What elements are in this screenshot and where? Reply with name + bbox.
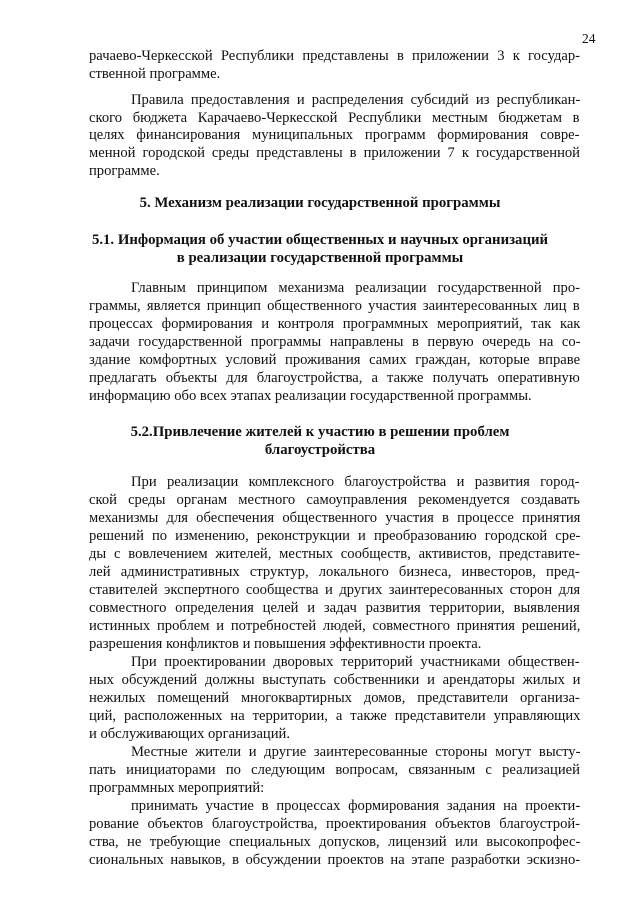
section-heading: 5. Механизм реализации государственной программы	[139, 195, 501, 211]
text-line: ской среды органам местного самоуправления рекомендуется создавать	[89, 492, 580, 508]
text-line: истинных проблем и потребностей людей, совместного принятия решений,	[89, 618, 581, 634]
text-line: лей административных структур, локального бизнеса, инвесторов, пред-	[89, 564, 580, 580]
text-line: ды с вовлечением жителей, местных сообществ, активистов, представите-	[89, 546, 580, 562]
text-line: При реализации комплексного благоустройства и развития город-	[131, 474, 580, 490]
text-line: разрешения конфликтов и повышения эффективности проекта.	[89, 636, 482, 652]
text-line: программе.	[89, 163, 160, 179]
text-line: здание комфортных условий проживания самих граждан, которые вправе	[89, 352, 581, 368]
text-line: ства, не требующие специальных допусков, лицензий или высокопрофес-	[89, 834, 581, 850]
text-line: сиональных навыков, в обсуждении проектов на этапе разработки эскизно-	[89, 852, 581, 868]
subsection-heading: 5.2.Привлечение жителей к участию в решении проблем	[130, 424, 510, 440]
text-line: предлагать объекты для благоустройства, а также получать оперативную	[89, 370, 580, 386]
subsection-heading: 5.1. Информация об участии общественных и научных организаций	[91, 232, 549, 248]
subsection-heading: благоустройства	[264, 442, 376, 458]
text-line: менной городской среды представлены в приложении 7 к государственной	[89, 145, 580, 161]
text-line: ставителей экспертного сообщества и других заинтересованных сторон для	[89, 582, 581, 598]
text-line: принимать участие в процессах формирования задания на проекти-	[131, 798, 581, 814]
page-number: 24	[582, 31, 596, 46]
text-line: совместного определения целей и задач развития территории, выявления	[89, 600, 580, 616]
text-line: задачи государственной программы направлены в первую очередь на со-	[89, 334, 581, 350]
text-line: процессах формирования и контроля программных мероприятий, так как	[89, 316, 581, 332]
text-line: программных мероприятий:	[89, 780, 265, 796]
text-line: ных обсуждений должны выступать собственники и арендаторы жилых и	[89, 672, 581, 688]
subsection-heading: в реализации государственной программы	[176, 250, 464, 266]
text-line: информацию обо всех этапах реализации государственной программы.	[89, 388, 532, 404]
text-line: рачаево-Черкесской Республики представлены в приложении 3 к государ-	[89, 48, 581, 64]
text-line: ского бюджета Карачаево-Черкесской Республики местным бюджетам в	[89, 110, 580, 126]
text-line: ственной программе.	[89, 66, 221, 82]
text-line: граммы, является принцип общественного участия заинтересованных лиц в	[89, 298, 580, 314]
text-line: решений по изменению, реконструкции и преобразованию городской сре-	[89, 528, 581, 544]
text-line: механизмы для обеспечения общественного участия в процессе принятия	[89, 510, 581, 526]
text-line: нежилых помещений многоквартирных домов, представители организа-	[89, 690, 580, 706]
text-line: пать инициаторами по следующим вопросам, связанным с реализацией	[89, 762, 580, 778]
text-line: и обслуживающих организаций.	[89, 726, 291, 742]
text-line: Главным принципом механизма реализации государственной про-	[131, 280, 580, 296]
text-line: Правила предоставления и распределения субсидий из республикан-	[131, 92, 581, 108]
text-line: рование объектов благоустройства, проектирования объектов благоустрой-	[89, 816, 581, 832]
text-line: ций, расположенных на территории, а также представители управляющих	[89, 708, 581, 724]
text-line: Местные жители и другие заинтересованные стороны могут высту-	[131, 744, 581, 760]
text-line: При проектировании дворовых территорий участниками обществен-	[131, 654, 580, 670]
text-line: целях финансирования муниципальных программ формирования совре-	[89, 127, 580, 143]
